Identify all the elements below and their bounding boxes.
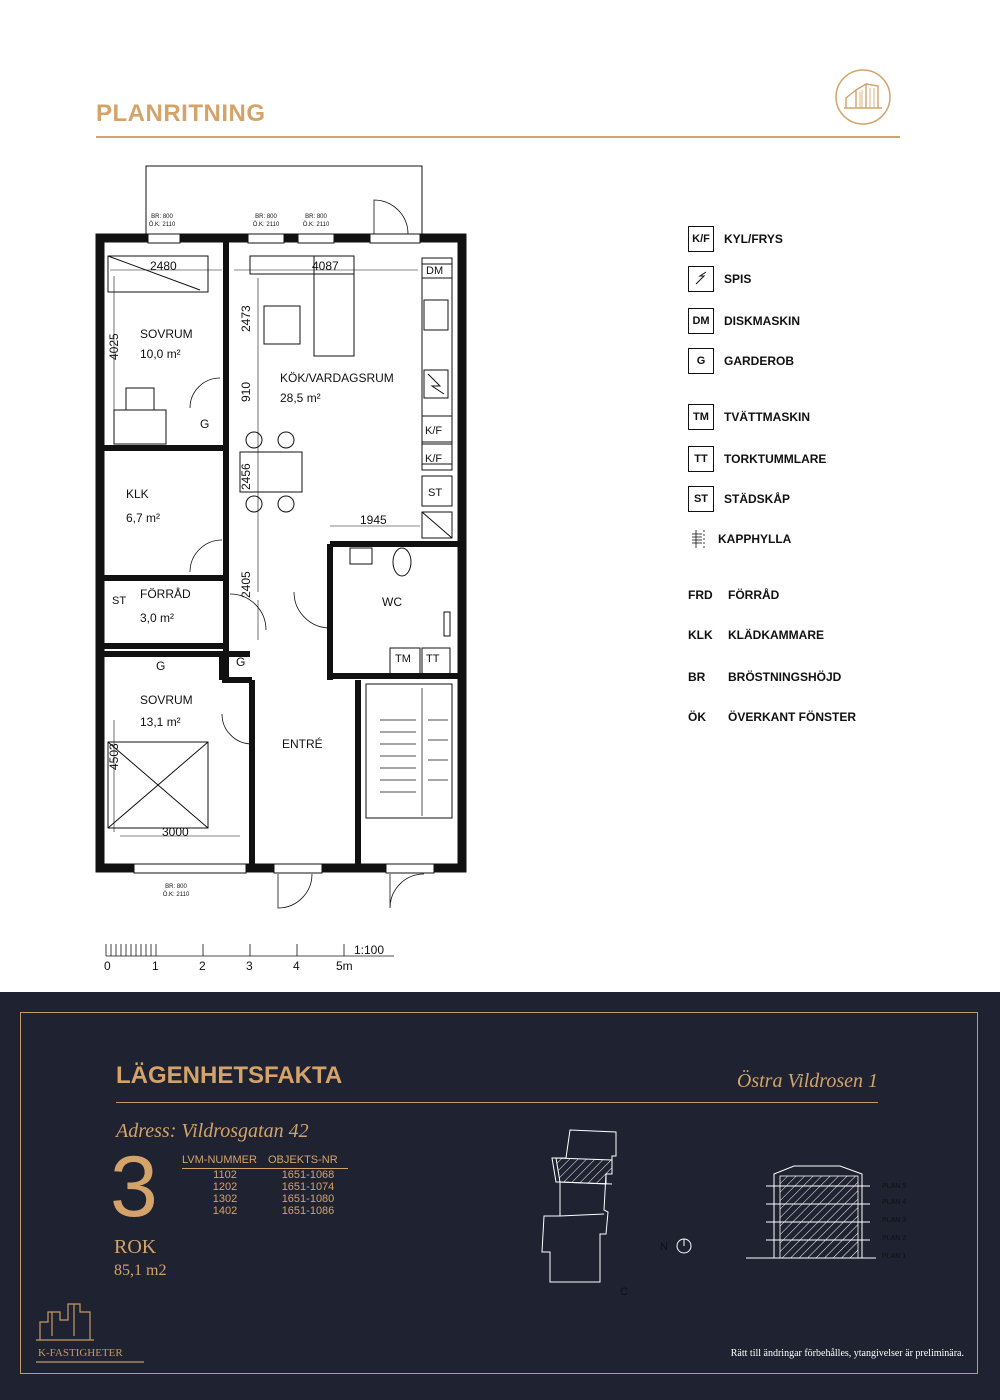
legend-label: STÄDSKÅP bbox=[724, 492, 791, 506]
window-note-ok-4: Ö.K: 2110 bbox=[162, 892, 190, 898]
legend-abbr: BR bbox=[688, 670, 706, 684]
dim-2456: 2456 bbox=[239, 463, 253, 490]
window-note-ok-3: Ö.K: 2110 bbox=[302, 222, 330, 228]
lvm-cell: 1202 bbox=[212, 1181, 238, 1193]
table-header bbox=[182, 1154, 348, 1169]
legend-label: KYL/FRYS bbox=[724, 232, 783, 246]
lvm-cell: 1102 bbox=[213, 1169, 237, 1181]
fixture-kf-1: K/F bbox=[425, 425, 443, 437]
room-area-sovrum-1: 10,0 m² bbox=[140, 347, 181, 361]
scale-label-0: 0 bbox=[104, 959, 111, 973]
dim-2405: 2405 bbox=[239, 571, 253, 598]
brand-name: K-FASTIGHETER bbox=[38, 1347, 123, 1359]
plan-5-label: PLAN 5 bbox=[882, 1183, 907, 1190]
legend-item-br bbox=[688, 664, 841, 690]
floor-plan-drawing bbox=[90, 160, 470, 920]
legend-label: BRÖSTNINGSHÖJD bbox=[728, 670, 842, 684]
dim-4087: 4087 bbox=[312, 259, 339, 273]
fixture-dm: DM bbox=[426, 265, 444, 277]
legend-label: DISKMASKIN bbox=[724, 314, 801, 328]
fixture-st-1: ST bbox=[428, 487, 443, 499]
col-lvm: LVM-NUMMER bbox=[182, 1154, 257, 1166]
legend-item-kapphylla bbox=[688, 526, 791, 552]
legend-label: TVÄTTMASKIN bbox=[724, 410, 810, 424]
legend-item-ok bbox=[688, 704, 856, 730]
k-fastigheter-logo bbox=[36, 1292, 156, 1372]
legend-item-tm bbox=[688, 404, 810, 430]
project-name: Östra Vildrosen 1 bbox=[736, 1070, 878, 1092]
legend-label: KLÄDKAMMARE bbox=[728, 628, 824, 642]
objekt-cell: 1651-1080 bbox=[281, 1193, 335, 1205]
legend-code: TM bbox=[688, 404, 714, 430]
legend-item-g bbox=[688, 348, 794, 374]
legend-code: G bbox=[688, 348, 714, 374]
building-section-diagram bbox=[746, 1158, 926, 1268]
site-label-c: C bbox=[620, 1286, 628, 1298]
legend-code: DM bbox=[688, 308, 714, 334]
scale-label-2: 2 bbox=[199, 959, 206, 973]
scale-ratio: 1:100 bbox=[354, 943, 385, 957]
object-table bbox=[182, 1154, 348, 1217]
plan-1-label: PLAN 1 bbox=[882, 1253, 907, 1260]
room-label-forrad: FÖRRÅD bbox=[140, 587, 191, 601]
title-rule bbox=[96, 136, 900, 138]
legend-item-klk bbox=[688, 622, 824, 648]
room-area-kok: 28,5 m² bbox=[280, 391, 321, 405]
coat-rack-icon bbox=[688, 526, 714, 552]
legend-abbr: KLK bbox=[688, 628, 713, 642]
rooms-unit: ROK bbox=[114, 1236, 157, 1258]
scale-label-3: 3 bbox=[246, 959, 253, 973]
legend-item-tt bbox=[688, 446, 826, 472]
legend-item-kyl bbox=[688, 226, 783, 252]
window-note-br-3: BR: 800 bbox=[305, 214, 327, 220]
room-area-sovrum-2: 13,1 m² bbox=[140, 715, 181, 729]
fixture-g-2: G bbox=[236, 655, 246, 669]
window-note-br-4: BR: 800 bbox=[165, 884, 187, 890]
rooms-count: 3 bbox=[110, 1139, 158, 1235]
legend-item-st bbox=[688, 486, 790, 512]
fixture-kf-2: K/F bbox=[425, 453, 443, 465]
table-row bbox=[182, 1181, 348, 1193]
room-label-sovrum-2: SOVRUM bbox=[140, 693, 193, 707]
facts-rule bbox=[116, 1102, 878, 1103]
room-label-sovrum-1: SOVRUM bbox=[140, 327, 193, 341]
legend-label: KAPPHYLLA bbox=[718, 532, 792, 546]
fixture-g-1: G bbox=[200, 417, 210, 431]
scale-label-4: 4 bbox=[293, 959, 300, 973]
table-row bbox=[182, 1169, 348, 1181]
disclaimer: Rätt till ändringar förbehålles, ytangivelser är preliminära. bbox=[730, 1348, 964, 1359]
legend-code: K/F bbox=[688, 226, 714, 252]
window-note-br-2: BR: 800 bbox=[255, 214, 277, 220]
fixture-tm: TM bbox=[395, 653, 411, 665]
dim-1945: 1945 bbox=[360, 513, 387, 527]
objekt-cell: 1651-1086 bbox=[281, 1205, 335, 1217]
legend-label: ÖVERKANT FÖNSTER bbox=[728, 710, 857, 724]
fixture-st-2: ST bbox=[112, 595, 127, 607]
table-row bbox=[182, 1193, 348, 1205]
dim-4025: 4025 bbox=[107, 333, 121, 360]
legend-label: TORKTUMMLARE bbox=[724, 452, 827, 466]
north-label: N bbox=[660, 1241, 668, 1253]
room-area-forrad: 3,0 m² bbox=[140, 611, 175, 625]
dim-2473: 2473 bbox=[239, 305, 253, 332]
dim-4503: 4503 bbox=[107, 743, 121, 770]
room-area-klk: 6,7 m² bbox=[126, 511, 161, 525]
legend-item-frd bbox=[688, 582, 779, 608]
legend-code: ST bbox=[688, 486, 714, 512]
dim-910: 910 bbox=[239, 381, 253, 402]
room-label-entre: ENTRÉ bbox=[282, 737, 323, 751]
plan-2-label: PLAN 2 bbox=[882, 1235, 907, 1242]
legend-code: TT bbox=[688, 446, 714, 472]
facts-title: LÄGENHETSFAKTA bbox=[116, 1062, 343, 1089]
plan-4-label: PLAN 4 bbox=[882, 1199, 907, 1206]
window-note-ok-2: Ö.K: 2110 bbox=[252, 222, 280, 228]
objekt-cell: 1651-1068 bbox=[281, 1169, 335, 1181]
scale-bar bbox=[104, 940, 404, 974]
building-logo-icon bbox=[834, 68, 892, 126]
address: Adress: Vildrosgatan 42 bbox=[116, 1120, 309, 1142]
site-plan-diagram bbox=[530, 1122, 730, 1302]
lvm-cell: 1302 bbox=[212, 1193, 238, 1205]
window-note-br-1: BR: 800 bbox=[151, 214, 173, 220]
room-label-klk: KLK bbox=[126, 487, 149, 501]
legend-label: SPIS bbox=[724, 272, 752, 286]
legend-label: FÖRRÅD bbox=[728, 588, 780, 602]
col-objekt: OBJEKTS-NR bbox=[268, 1154, 338, 1166]
apartment-facts-panel bbox=[0, 992, 1000, 1400]
table-row bbox=[182, 1205, 348, 1217]
legend-item-spis bbox=[688, 266, 751, 292]
objekt-cell: 1651-1074 bbox=[281, 1181, 335, 1193]
scale-label-5m: 5m bbox=[336, 959, 353, 973]
legend-item-dm bbox=[688, 308, 800, 334]
stove-icon bbox=[688, 266, 714, 292]
room-label-kok: KÖK/VARDAGSRUM bbox=[280, 371, 394, 385]
dim-3000: 3000 bbox=[162, 825, 189, 839]
legend-abbr: ÖK bbox=[688, 710, 706, 724]
legend-label: GARDEROB bbox=[724, 354, 795, 368]
apartment-area: 85,1 m2 bbox=[114, 1262, 167, 1279]
legend-abbr: FRD bbox=[688, 588, 713, 602]
scale-label-1: 1 bbox=[152, 959, 159, 973]
page-title: PLANRITNING bbox=[96, 100, 266, 127]
dim-2480: 2480 bbox=[150, 259, 177, 273]
window-note-ok-1: Ö.K: 2110 bbox=[148, 222, 176, 228]
room-label-wc: WC bbox=[382, 595, 402, 609]
plan-3-label: PLAN 3 bbox=[882, 1217, 907, 1224]
lvm-cell: 1402 bbox=[212, 1205, 238, 1217]
fixture-tt: TT bbox=[426, 653, 440, 665]
fixture-g-3: G bbox=[156, 659, 166, 673]
